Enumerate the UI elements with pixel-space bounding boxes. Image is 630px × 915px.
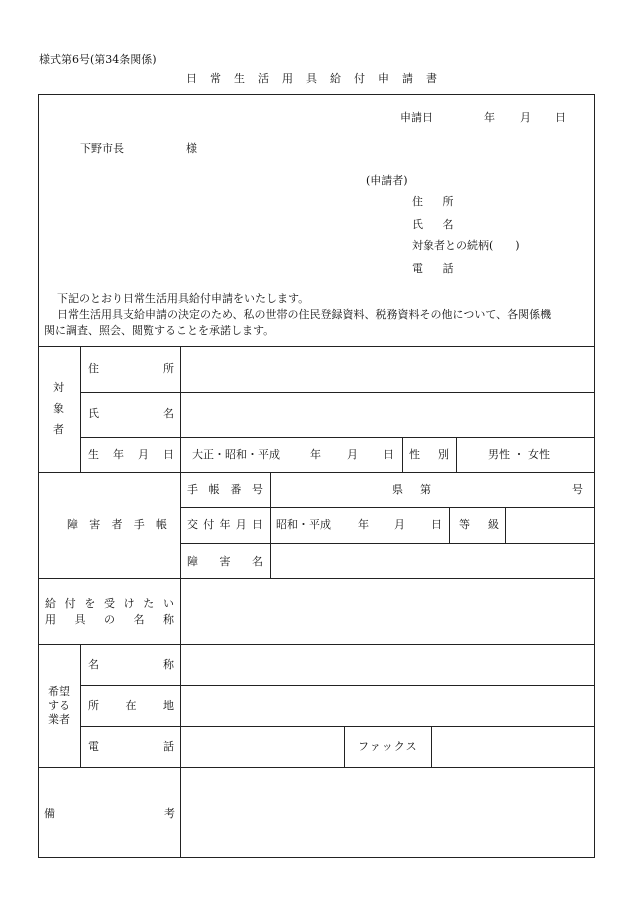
- divider-statement: [38, 346, 595, 347]
- vendor-group-line-1: 希望: [48, 685, 70, 698]
- issue-month-label: 月: [394, 518, 405, 531]
- label-char: の: [104, 613, 115, 626]
- label-char: 番: [230, 483, 242, 496]
- birth-year-label: 年: [310, 448, 321, 461]
- label-char: 害: [89, 518, 101, 531]
- label-char: 付: [203, 518, 215, 531]
- divider-vendor: [38, 767, 595, 768]
- issue-year-label: 年: [358, 518, 369, 531]
- label-char: 称: [163, 658, 174, 671]
- vline-fax-left: [344, 726, 345, 767]
- birth-month-label: 月: [347, 448, 358, 461]
- label-char: 手: [133, 518, 145, 531]
- addressee: 下野市長: [80, 142, 124, 155]
- label-char: 日: [163, 448, 174, 461]
- subject-address-label: [88, 363, 174, 374]
- handbook-group-label: [67, 519, 167, 530]
- vline-vendor-label: [180, 644, 181, 767]
- label-char: 用: [45, 613, 56, 626]
- label-char: た: [143, 597, 155, 610]
- issue-date-label: [187, 519, 263, 530]
- label-char: 名: [163, 407, 174, 420]
- line-handbook-1: [180, 507, 595, 508]
- vline-sex-right: [456, 437, 457, 472]
- label-char: 別: [438, 448, 449, 461]
- vline-fax-right: [431, 726, 432, 767]
- label-char: 給: [45, 597, 56, 610]
- remarks-label-right: 考: [164, 807, 175, 820]
- remarks-label-left: 備: [44, 807, 55, 820]
- label-char: 者: [111, 518, 123, 531]
- handbook-dai: 第: [420, 483, 431, 496]
- vline-remarks: [180, 767, 181, 858]
- label-char: 具: [74, 613, 86, 626]
- sex-options: 男性 ・ 女性: [488, 448, 550, 461]
- statement-line-1: 下記のとおり日常生活用具給付申請をいたします。: [57, 292, 310, 305]
- equipment-label-line-2: [45, 614, 174, 625]
- label-char: 地: [163, 699, 174, 712]
- vendor-group-label: [47, 685, 71, 727]
- date-year-label: 年: [484, 111, 495, 124]
- label-char: 交: [187, 518, 198, 531]
- label-char: 年: [113, 448, 124, 461]
- label-char: を: [84, 597, 96, 610]
- line-handbook-2: [180, 543, 595, 544]
- vline-handbook-group: [180, 472, 181, 578]
- label-char: 生: [88, 448, 99, 461]
- label-char: 帳: [208, 483, 220, 496]
- relation-label: 対象者との続柄( ): [412, 239, 520, 252]
- vline-vendor-group: [80, 644, 81, 767]
- label-char: 在: [125, 699, 137, 712]
- subject-birthdate-label: [88, 449, 174, 460]
- line-subject-2: [80, 437, 595, 438]
- label-char: 称: [163, 613, 174, 626]
- vline-subject-group: [80, 346, 81, 472]
- label-char: 所: [163, 362, 174, 375]
- handbook-go: 号: [572, 483, 583, 496]
- vline-grade-right: [505, 507, 506, 543]
- form-number: 様式第6号(第34条関係): [39, 53, 157, 66]
- subject-group-label: [53, 377, 64, 440]
- applicant-address-label: 住 所: [412, 195, 462, 208]
- line-vendor-1: [80, 685, 595, 686]
- issue-era: 昭和・平成: [276, 518, 331, 531]
- label-char: 等: [459, 518, 470, 531]
- vendor-group-line-2: する: [48, 699, 70, 712]
- divider-subject: [38, 472, 595, 473]
- vendor-fax-label: ファックス: [358, 740, 418, 753]
- vendor-group-line-3: 業者: [48, 713, 70, 726]
- vline-subject-label: [180, 346, 181, 472]
- disability-name-label: [187, 556, 263, 567]
- statement-line-2: 日常生活用具支給申請の決定のため、私の世帯の住民登録資料、税務資料その他について、各関係機: [57, 308, 552, 321]
- label-char: 名: [252, 555, 263, 568]
- applicant-label: (申請者): [366, 174, 408, 187]
- subject-name-label: [88, 408, 174, 419]
- applicant-name-label: 氏 名: [412, 218, 462, 231]
- label-char: い: [162, 597, 174, 610]
- honorific: 様: [186, 142, 197, 155]
- divider-handbook: [38, 578, 595, 579]
- label-char: け: [123, 597, 135, 610]
- label-char: 月: [138, 448, 149, 461]
- label-char: 話: [163, 740, 174, 753]
- handbook-prefecture: 県: [392, 483, 403, 496]
- label-char: 級: [488, 518, 499, 531]
- birth-day-label: 日: [383, 448, 394, 461]
- label-char: 受: [103, 597, 115, 610]
- vendor-location-label: [88, 700, 174, 711]
- application-date-label: 申請日: [400, 111, 433, 124]
- label-char: 障: [67, 518, 78, 531]
- date-day-label: 日: [555, 111, 566, 124]
- label-char: 帳: [156, 518, 167, 531]
- subject-char-2: 象: [53, 402, 64, 415]
- label-char: 所: [88, 699, 99, 712]
- label-char: 住: [88, 362, 99, 375]
- line-vendor-2: [80, 726, 595, 727]
- birthdate-era: 大正・昭和・平成: [192, 448, 280, 461]
- label-char: 名: [133, 613, 145, 626]
- subject-char-1: 対: [53, 381, 64, 394]
- form-title: 日常生活用具給付申請書: [186, 72, 450, 85]
- vendor-name-label: [88, 659, 174, 670]
- label-char: 性: [409, 448, 420, 461]
- label-char: 年: [219, 518, 231, 531]
- label-char: 障: [187, 555, 198, 568]
- date-month-label: 月: [520, 111, 531, 124]
- vline-equipment: [180, 578, 181, 644]
- applicant-phone-label: 電 話: [412, 262, 462, 275]
- statement-line-3: 関に調査、照会、閲覧することを承諾します。: [44, 324, 275, 337]
- label-char: 付: [64, 597, 76, 610]
- label-char: 月: [235, 518, 247, 531]
- label-char: 名: [88, 658, 99, 671]
- vline-grade-left: [449, 507, 450, 543]
- label-char: 号: [251, 483, 263, 496]
- divider-equipment: [38, 644, 595, 645]
- grade-label: [459, 519, 499, 530]
- label-char: 電: [88, 740, 99, 753]
- sex-label: [409, 449, 449, 460]
- vendor-phone-label: [88, 741, 174, 752]
- subject-char-3: 者: [53, 423, 64, 436]
- vline-sex-left: [402, 437, 403, 472]
- line-subject-1: [80, 392, 595, 393]
- label-char: 害: [219, 555, 231, 568]
- vline-handbook-label: [270, 472, 271, 578]
- label-char: 日: [252, 518, 263, 531]
- label-char: 氏: [88, 407, 99, 420]
- issue-day-label: 日: [431, 518, 442, 531]
- equipment-label-line-1: [45, 598, 174, 609]
- label-char: 手: [187, 483, 198, 496]
- handbook-number-label: [187, 484, 263, 495]
